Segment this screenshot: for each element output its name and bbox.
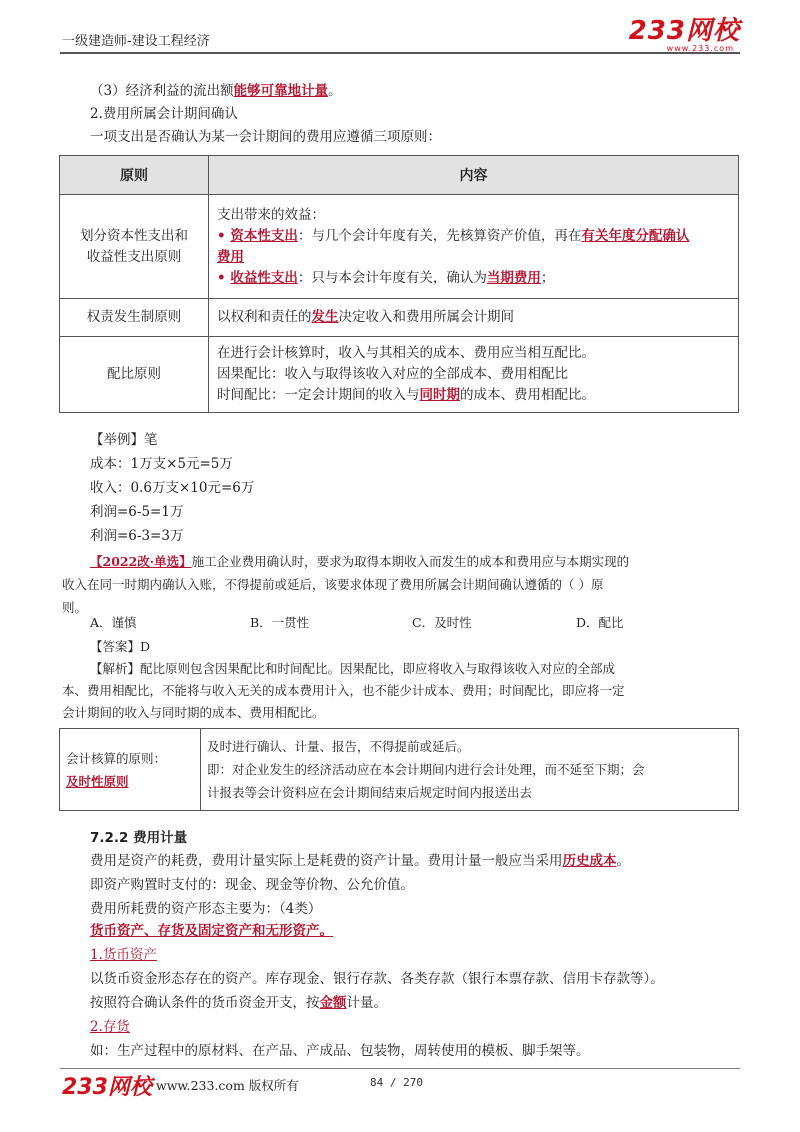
header-title: 一级建造师-建设工程经济 bbox=[62, 34, 210, 49]
highlight-text: 当期费用 bbox=[486, 269, 541, 286]
header-content: 内容 bbox=[209, 156, 739, 195]
table-row bbox=[60, 337, 739, 413]
logo-main: 233网校 bbox=[628, 16, 740, 46]
section-text: 。 bbox=[616, 853, 630, 869]
answer: 【答案】D bbox=[90, 639, 151, 654]
principle-label: 会计核算的原则： bbox=[66, 750, 167, 766]
header-divider bbox=[60, 52, 740, 54]
intro-text: 。 bbox=[328, 83, 342, 99]
section-p6 bbox=[90, 991, 387, 1011]
subheading-inventory: 2.存货 bbox=[90, 1019, 130, 1035]
example-profit-1: 利润=6-5=1万 bbox=[90, 504, 184, 520]
intro-line-2: 2.费用所属会计期间确认 bbox=[90, 106, 238, 122]
section-text: 按照符合确认条件的货币资金开支，按 bbox=[90, 995, 320, 1011]
section-title: 7.2.2 费用计量 bbox=[90, 830, 188, 846]
content-text: 因果配比：收入与取得该收入对应的全部成本、费用相配比 bbox=[217, 366, 568, 382]
option-a: A．谨慎 bbox=[90, 615, 137, 630]
question-text: 施工企业费用确认时，要求为取得本期收入而发生的成本和费用应与本期实现的 bbox=[191, 554, 630, 569]
header-principle: 原则 bbox=[60, 156, 209, 195]
highlight-text: 及时性原则 bbox=[66, 773, 129, 789]
brand-logo bbox=[629, 18, 740, 53]
intro-text: （3）经济利益的流出额 bbox=[90, 83, 234, 99]
section-text: 计量。 bbox=[346, 995, 387, 1011]
highlight-text: 收益性支出 bbox=[230, 269, 298, 286]
table-row bbox=[60, 299, 739, 337]
content-cell bbox=[209, 299, 739, 337]
example-cost: 成本：1万支×5元=5万 bbox=[90, 456, 233, 472]
footer-copyright: www.233.com 版权所有 bbox=[156, 1078, 299, 1093]
content-text: 决定收入和费用所属会计期间 bbox=[338, 309, 514, 325]
section-p2: 即资产购置时支付的：现金、现金等价物、公允价值。 bbox=[90, 877, 414, 893]
principle-text: 收益性支出原则 bbox=[86, 248, 182, 265]
content-cell bbox=[209, 337, 739, 413]
content-bullet bbox=[217, 226, 730, 247]
analysis-line-3: 会计期间的收入与同时期的成本、费用相配比。 bbox=[62, 705, 325, 720]
content-text: 即：对企业发生的经济活动应在本会计期间内进行会计处理，而不延至下期；会 bbox=[207, 762, 645, 777]
content-text: ：与几个会计年度有关，先核算资产价值，再在 bbox=[297, 227, 582, 244]
timeliness-table bbox=[59, 728, 739, 811]
content-text: ； bbox=[540, 269, 555, 286]
content-cell bbox=[201, 729, 739, 811]
asset-types: 货币资产、存货及固定资产和无形资产。 bbox=[90, 923, 333, 939]
option-d: D．配比 bbox=[576, 615, 624, 630]
content-bullet-cont bbox=[217, 247, 730, 268]
highlight-text: 能够可靠地计量 bbox=[233, 83, 329, 99]
bullet: • bbox=[217, 227, 231, 244]
intro-line-1 bbox=[90, 79, 342, 99]
highlight-text: 有关年度分配确认 bbox=[581, 227, 690, 244]
question-stem bbox=[90, 552, 629, 570]
principle-cell bbox=[60, 729, 201, 811]
content-text: 在进行会计核算时，收入与其相关的成本、费用应当相互配比。 bbox=[217, 345, 595, 361]
table-header-row bbox=[60, 156, 739, 195]
highlight-text: 同时期 bbox=[419, 387, 460, 403]
option-c: C．及时性 bbox=[412, 615, 472, 630]
section-p7: 如：生产过程中的原材料、在产品、产成品、包装物，周转使用的模板、脚手架等。 bbox=[90, 1043, 590, 1059]
highlight-text: 资本性支出 bbox=[230, 227, 298, 244]
principle-cell: 配比原则 bbox=[60, 337, 209, 413]
section-p3: 费用所耗费的资产形态主要为：（4类） bbox=[90, 901, 322, 917]
intro-line-3: 一项支出是否确认为某一会计期间的费用应遵循三项原则： bbox=[90, 129, 441, 145]
question-stem-2: 收入在同一时期内确认入账，不得提前或延后，该要求体现了费用所属会计期间确认遵循的（ ）原 bbox=[62, 577, 604, 592]
highlight-text: 金额 bbox=[319, 995, 347, 1011]
content-text bbox=[217, 385, 730, 406]
option-b: B．一贯性 bbox=[250, 615, 310, 630]
analysis-line-2: 本、费用相配比，不能将与收入无关的成本费用计入，也不能少计成本、费用；时间配比，即应将一定 bbox=[62, 683, 625, 698]
content-text: ：只与本会计年度有关，确认为 bbox=[297, 269, 487, 286]
content-text: 及时进行确认、计量、报告，不得提前或延后。 bbox=[207, 739, 470, 754]
table-row bbox=[60, 729, 739, 811]
footer-logo: 233网校 bbox=[62, 1075, 152, 1100]
highlight-text: 历史成本 bbox=[562, 853, 617, 869]
section-p1 bbox=[90, 849, 630, 869]
principles-table bbox=[59, 155, 739, 413]
footer-divider bbox=[60, 1068, 740, 1069]
question-stem-3: 则。 bbox=[62, 600, 88, 615]
page-number: 84 / 270 bbox=[370, 1076, 423, 1089]
principle-cell bbox=[60, 195, 209, 299]
bullet: • bbox=[217, 269, 231, 286]
content-bullet bbox=[217, 268, 730, 289]
highlight-text: 费用 bbox=[217, 248, 244, 265]
section-text: 费用是资产的耗费，费用计量实际上是耗费的资产计量。费用计量一般应当采用 bbox=[90, 853, 563, 869]
example-income: 收入：0.6万支×10元=6万 bbox=[90, 480, 255, 496]
section-p5: 以货币资金形态存在的资产。库存现金、银行存款、各类存款（银行本票存款、信用卡存款等）。 bbox=[90, 971, 664, 987]
content-text: 以权利和责任的 bbox=[217, 309, 312, 325]
content-text: 时间配比：一定会计期间的收入与 bbox=[217, 387, 420, 403]
question-tag: 【2022改·单选】 bbox=[90, 554, 192, 569]
content-text: 支出带来的效益： bbox=[217, 206, 325, 223]
principle-cell: 权责发生制原则 bbox=[60, 299, 209, 337]
principle-text: 划分资本性支出和 bbox=[80, 227, 188, 244]
table-row bbox=[60, 195, 739, 299]
analysis-line-1: 【解析】配比原则包含因果配比和时间配比。因果配比，即应将收入与取得该收入对应的全部成 bbox=[90, 661, 616, 676]
content-text: 的成本、费用相配比。 bbox=[460, 387, 595, 403]
content-cell bbox=[209, 195, 739, 299]
example-title: 【举例】笔 bbox=[90, 432, 158, 448]
content-text: 计报表等会计资料应在会计期间结束后规定时间内报送出去 bbox=[207, 785, 533, 800]
logo-sub: www.233.com bbox=[666, 44, 734, 53]
subheading-monetary: 1.货币资产 bbox=[90, 947, 157, 963]
example-profit-2: 利润=6-3=3万 bbox=[90, 528, 184, 544]
highlight-text: 发生 bbox=[311, 309, 339, 325]
